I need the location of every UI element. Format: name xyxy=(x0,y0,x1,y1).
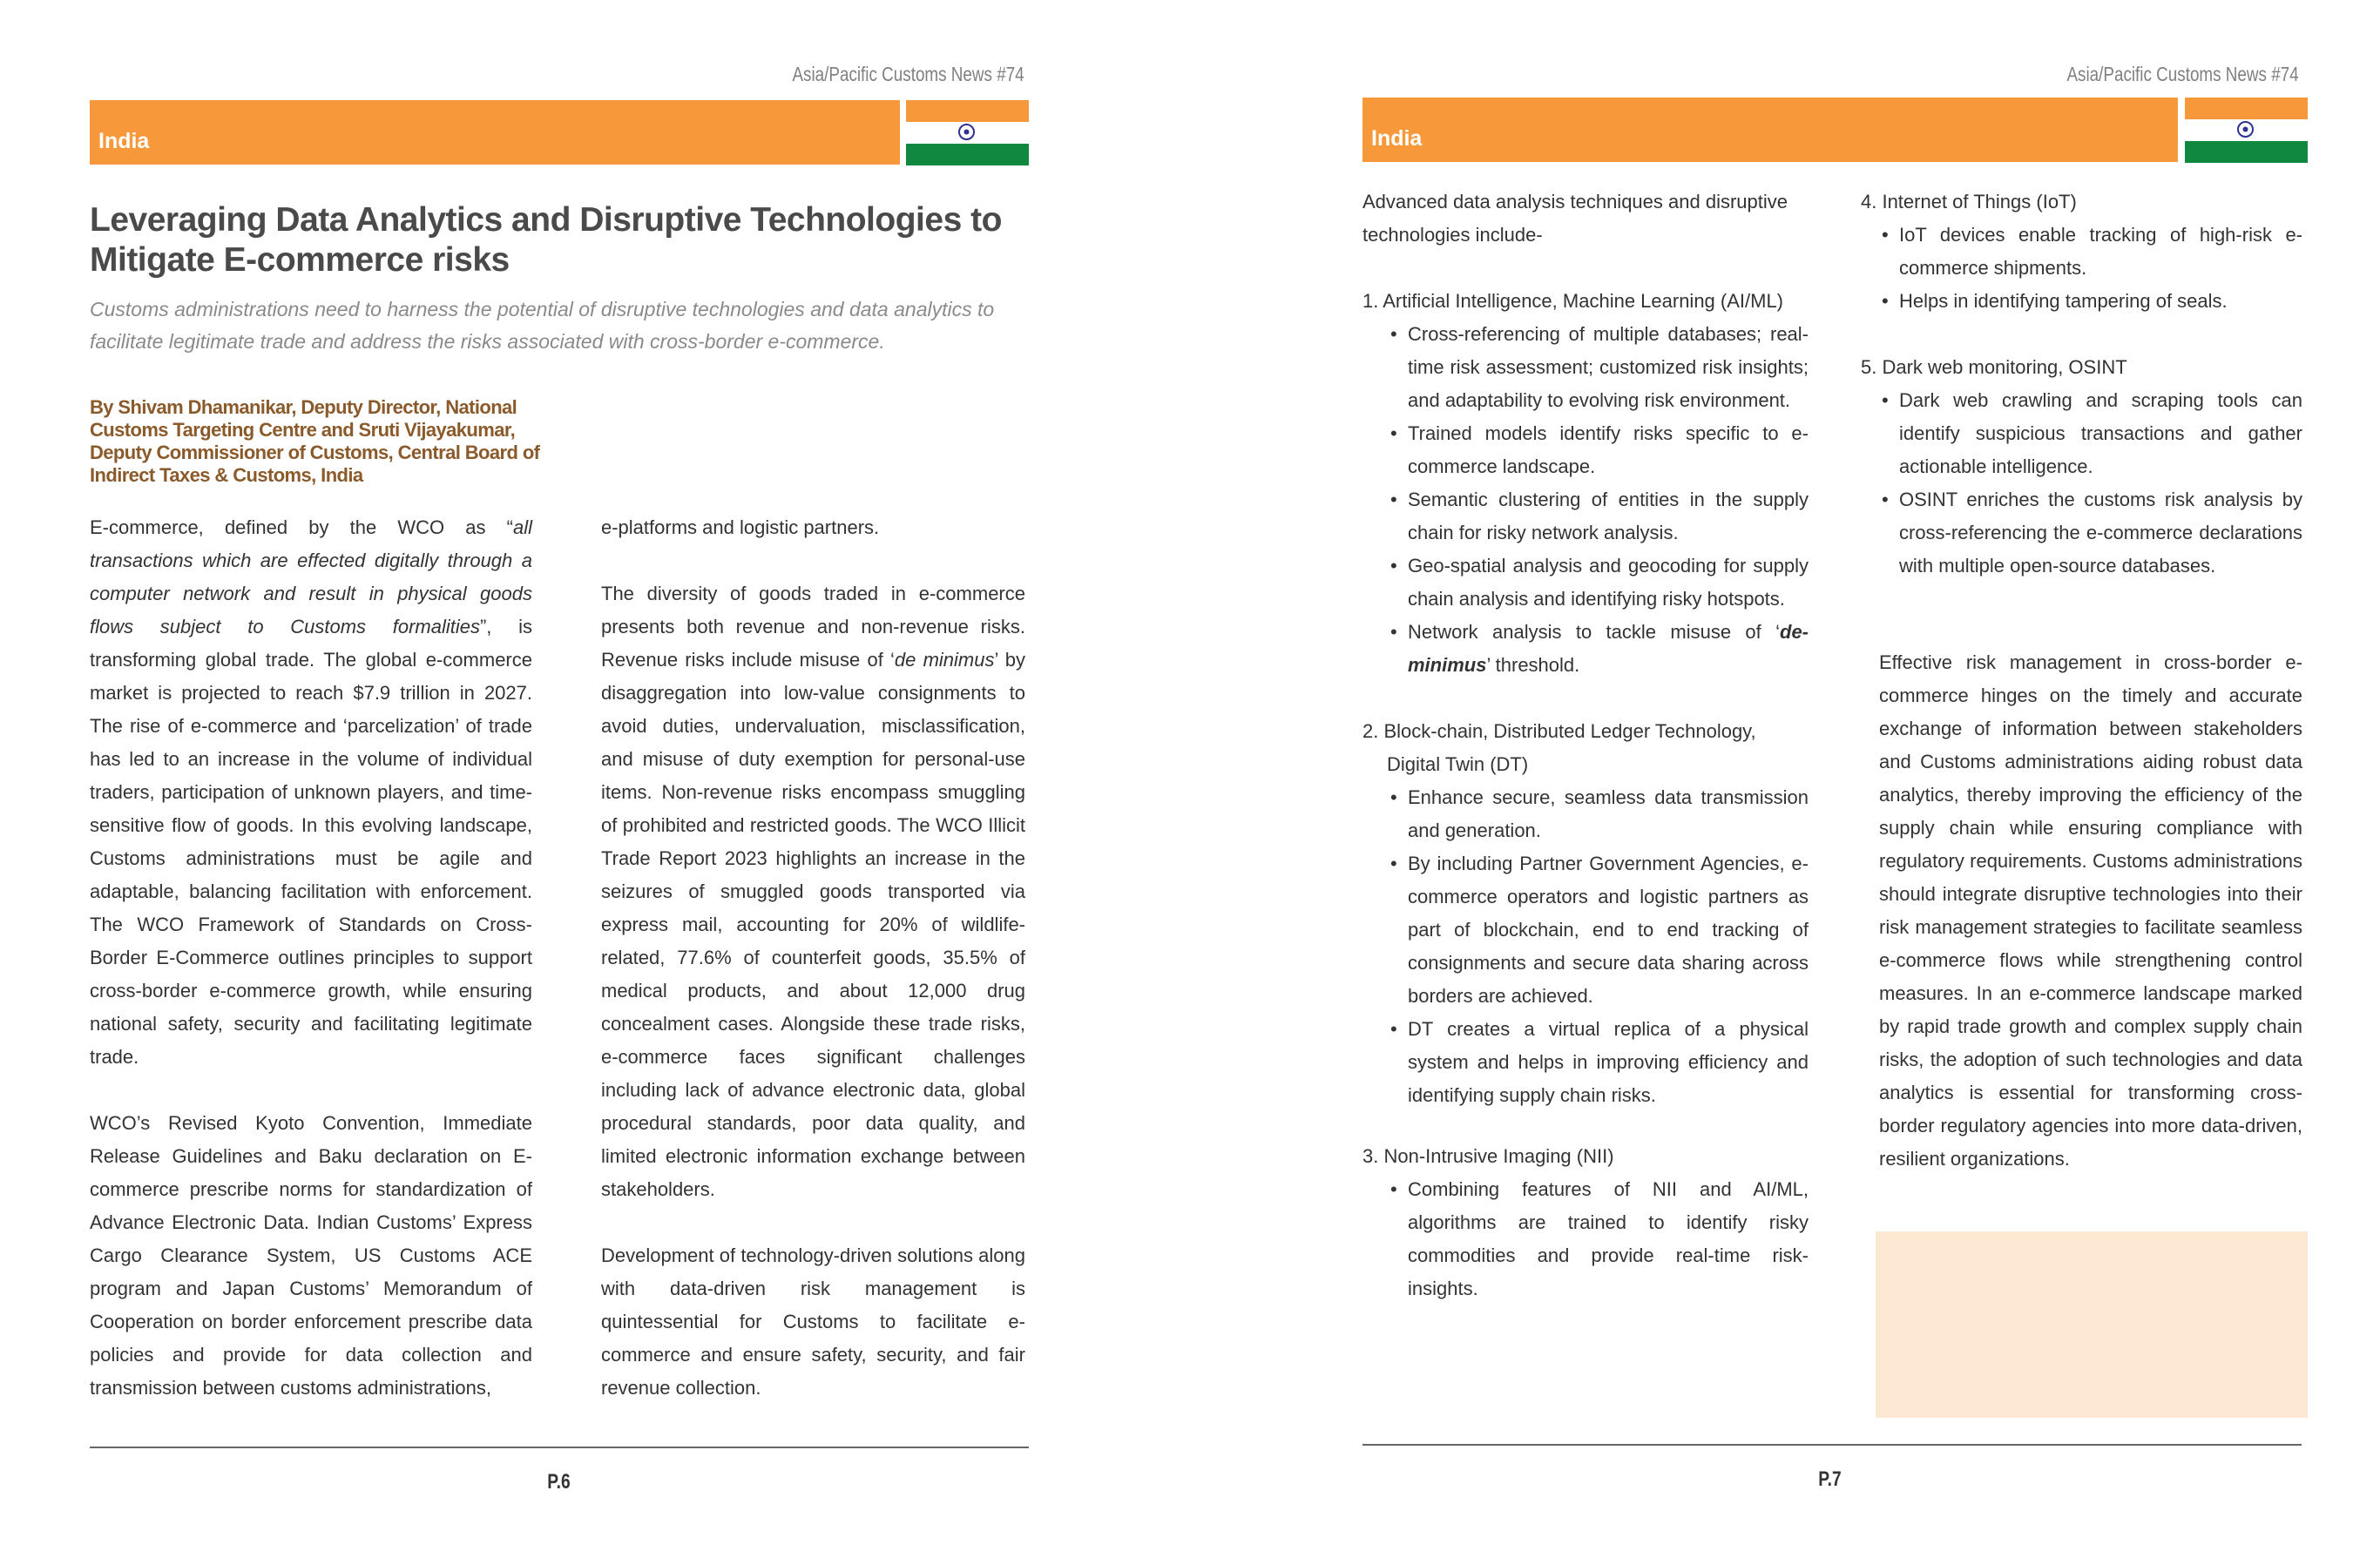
byline: By Shivam Dhamanikar, Deputy Director, National Customs Targeting Centre and Sruti Vijayakumar, Deputy Commissioner of Customs, Central Board of Indirect Taxes & Customs, India xyxy=(90,396,540,486)
article-title: Leveraging Data Analytics and Disruptive Technologies to Mitigate E-commerce risks xyxy=(90,201,1002,279)
spacer xyxy=(1861,318,2302,351)
list-item: • DT creates a virtual replica of a physical system and helps in improving efficiency and identifying supply chain risks. xyxy=(1389,1013,1809,1112)
list-item: • Helps in identifying tampering of seals. xyxy=(1880,285,2302,318)
india-flag-icon xyxy=(906,100,1029,165)
tech-section-ai-ml xyxy=(1362,285,1809,682)
tech-section-iot xyxy=(1861,185,2302,318)
text-run: The diversity of goods traded in e-commerce presents both revenue and non-revenue risks. Revenue risks include misuse of ‘ xyxy=(601,583,1025,671)
body-column-2 xyxy=(1861,185,2302,583)
text-run: ”, is transforming global trade. The global e-commerce market is projected to reach $7.9 trillion in 2027. The rise of e-commerce and ‘parcelization’ of trade has led to an increase in the volume of individual traders, participation of unknown players, and time-sensitive flow of goods. In this evolving landscape, Customs administrations must be agile and adaptable, balancing facilitation with enforcement. The WCO Framework of Standards on Cross-Border E-Commerce outlines principles to support cross-border e-commerce growth, while ensuring national safety, security and facilitating legitimate trade. xyxy=(90,616,532,1068)
section-heading: 3. Non-Intrusive Imaging (NII) xyxy=(1362,1145,1614,1167)
closing-paragraph: Effective risk management in cross-border e-commerce hinges on the timely and accurate exchange of information between stakeholders and Customs administrations aiding robust data analytics, thereby improving the efficiency of the supply chain while ensuring compliance with regulatory requirements. Customs administrations should integrate disruptive technologies into their risk management strategies to facilitate seamless e-commerce flows while strengthening control measures. In an e-commerce landscape marked by rapid trade growth and complex supply chain risks, the adoption of such technologies and data analytics is essential for transforming cross-border regulatory agencies into more data-driven, resilient organizations. xyxy=(1879,651,2302,1170)
list-item: • Geo-spatial analysis and geocoding for supply chain analysis and identifying risky hotspots. xyxy=(1389,550,1809,616)
section-heading: 5. Dark web monitoring, OSINT xyxy=(1861,356,2127,378)
list-item: • Semantic clustering of entities in the supply chain for risky network analysis. xyxy=(1389,483,1809,550)
quoted-definition: all transactions which are effected digitally through a computer network and result in physical goods flows subject to Customs formalities xyxy=(90,516,532,637)
section-label: India xyxy=(1371,126,1423,151)
india-flag-icon xyxy=(2185,98,2308,163)
ashoka-chakra-icon xyxy=(2237,121,2254,138)
paragraph: Development of technology-driven solutions along with data-driven risk management is quintessential for Customs to facilitate e-commerce and ensure safety, security, and fair revenue collection. xyxy=(601,1244,1025,1399)
bullet-list xyxy=(1861,219,2302,318)
bullet-list xyxy=(1362,1173,1809,1305)
list-item: • OSINT enriches the customs risk analysis by cross-referencing the e-commerce declarations with multiple open-source databases. xyxy=(1880,483,2302,583)
text-run: E-commerce, defined by the WCO as “ xyxy=(90,516,513,538)
list-item: • Combining features of NII and AI/ML, algorithms are trained to identify risky commodities and provide real-time risk-insights. xyxy=(1389,1173,1809,1305)
bullet-list xyxy=(1861,384,2302,583)
bullet-list xyxy=(1362,781,1809,1112)
list-item: • Dark web crawling and scraping tools can identify suspicious transactions and gather actionable intelligence. xyxy=(1880,384,2302,483)
list-item: • Enhance secure, seamless data transmission and generation. xyxy=(1389,781,1809,847)
section-heading: 1. Artificial Intelligence, Machine Learning (AI/ML) xyxy=(1362,290,1784,312)
tech-section-nii xyxy=(1362,1140,1809,1305)
paragraph xyxy=(90,511,532,1074)
running-head: Asia/Pacific Customs News #74 xyxy=(792,63,1024,85)
footer-rule xyxy=(1362,1444,2302,1446)
spacer xyxy=(1362,1112,1809,1140)
running-head: Asia/Pacific Customs News #74 xyxy=(2066,63,2299,85)
tech-section-osint xyxy=(1861,351,2302,583)
list-item: • By including Partner Government Agencies, e-commerce operators and logistic partners as part of blockchain, end to end tracking of consignments and secure data sharing across borders are achieved. xyxy=(1389,847,1809,1013)
emphasis: de-minimus xyxy=(1408,621,1809,676)
paragraph: WCO’s Revised Kyoto Convention, Immediate Release Guidelines and Baku declaration on E-commerce prescribe norms for standardization of Advance Electronic Data. Indian Customs’ Express Cargo Clearance System, US Customs ACE program and Japan Customs’ Memorandum of Cooperation on border enforcement prescribe data policies and provide for data collection and transmission between customs administrations, xyxy=(90,1112,532,1399)
body-column-1 xyxy=(90,511,532,1405)
section-bar xyxy=(90,100,900,165)
text-run: Network analysis to tackle misuse of ‘ xyxy=(1408,621,1780,643)
paragraph xyxy=(601,577,1025,1206)
list-item: • Cross-referencing of multiple databases; real-time risk assessment; customized risk insights; and adaptability to evolving risk environment. xyxy=(1389,318,1809,417)
footer-rule xyxy=(90,1447,1029,1448)
lead-paragraph: Advanced data analysis techniques and disruptive technologies include- xyxy=(1362,191,1788,246)
section-label: India xyxy=(98,129,150,153)
ashoka-chakra-icon xyxy=(958,124,975,140)
paragraph: e-platforms and logistic partners. xyxy=(601,516,880,538)
body-column-2 xyxy=(601,511,1025,1405)
page-number: P.7 xyxy=(1818,1467,1842,1491)
page-number: P.6 xyxy=(547,1470,571,1494)
body-column-1 xyxy=(1362,185,1809,1305)
peach-panel xyxy=(1876,1231,2308,1418)
spacer xyxy=(1362,682,1809,715)
text-run: ’ by disaggregation into low-value consignments to avoid duties, undervaluation, misclassification, and misuse of duty exemption for personal-use items. Non-revenue risks encompass smuggling of prohibited and restricted goods. The WCO Illicit Trade Report 2023 highlights an increase in the seizures of smuggled goods transported via express mail, accounting for 20% of wildlife-related, 77.6% of counterfeit goods, 35.5% of medical products, and about 12,000 drug concealment cases. Alongside these trade risks, e-commerce faces significant challenges including lack of advance electronic data, global procedural standards, poor data quality, and limited electronic information exchange between stakeholders. xyxy=(601,649,1026,1200)
section-heading: 4. Internet of Things (IoT) xyxy=(1861,191,2077,212)
list-item xyxy=(1389,616,1809,682)
section-heading: 2. Block-chain, Distributed Ledger Technology, Digital Twin (DT) xyxy=(1362,720,1756,775)
tech-section-blockchain xyxy=(1362,715,1809,1112)
list-item: • IoT devices enable tracking of high-risk e-commerce shipments. xyxy=(1880,219,2302,285)
list-item: • Trained models identify risks specific to e-commerce landscape. xyxy=(1389,417,1809,483)
emphasis: de minimus xyxy=(894,649,995,671)
article-subtitle: Customs administrations need to harness the potential of disruptive technologies and data analytics to facilitate legitimate trade and address the risks associated with cross-border e-commerce. xyxy=(90,298,995,353)
section-bar xyxy=(1362,98,2178,162)
text-run: ’ threshold. xyxy=(1486,654,1580,676)
bullet-list xyxy=(1362,318,1809,682)
